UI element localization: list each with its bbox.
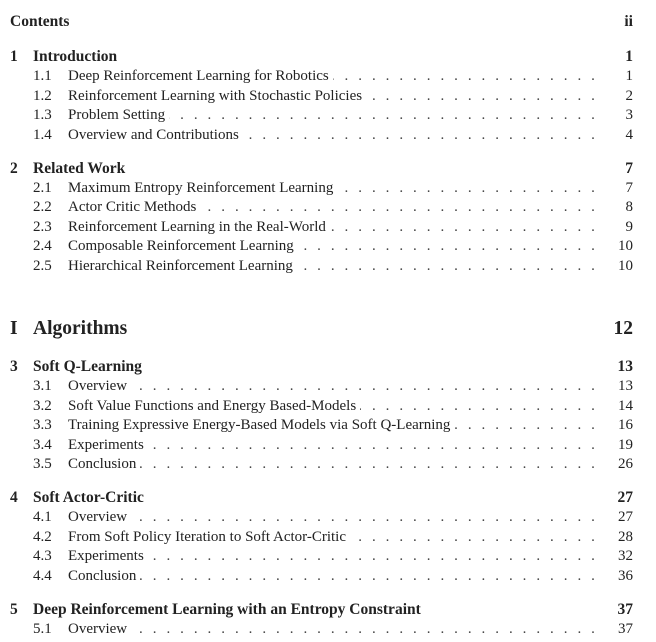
dot-leader <box>200 199 598 216</box>
section-number: 3.2 <box>33 397 52 414</box>
section-number: 2.1 <box>33 179 52 196</box>
part-number: I <box>10 318 18 339</box>
chapter-number: 2 <box>10 159 18 177</box>
section-entry[interactable] <box>10 126 633 146</box>
dot-leader <box>337 180 598 197</box>
section-number: 4.2 <box>33 528 52 545</box>
section-number: 1.4 <box>33 126 52 143</box>
section-page-number: 16 <box>618 417 633 434</box>
section-number: 4.1 <box>33 509 52 526</box>
section-number: 2.3 <box>33 218 52 235</box>
section-entry[interactable] <box>10 508 633 528</box>
chapter-entry[interactable] <box>10 488 633 508</box>
dot-leader <box>140 568 598 585</box>
section-entry[interactable] <box>10 67 633 87</box>
dot-leader <box>360 398 598 415</box>
chapter-title: Deep Reinforcement Learning with an Entropy Constraint <box>33 600 421 618</box>
section-page-number: 10 <box>618 238 633 255</box>
section-entry[interactable] <box>10 528 633 548</box>
section-number: 4.3 <box>33 548 52 565</box>
section-entry[interactable] <box>10 87 633 107</box>
section-title: From Soft Policy Iteration to Soft Actor-Critic <box>68 528 347 545</box>
section-page-number: 2 <box>625 87 633 104</box>
section-title: Conclusion <box>68 567 137 584</box>
section-page-number: 37 <box>618 620 633 637</box>
section-number: 1.2 <box>33 87 52 104</box>
section-page-number: 27 <box>618 509 633 526</box>
chapter-title: Soft Actor-Critic <box>33 489 144 506</box>
section-page-number: 14 <box>618 397 633 414</box>
section-page-number: 4 <box>625 126 633 143</box>
section-page-number: 10 <box>618 257 633 274</box>
section-page-number: 1 <box>625 68 633 85</box>
section-title: Composable Reinforcement Learning <box>68 238 294 255</box>
section-entry[interactable] <box>10 567 633 587</box>
dot-leader <box>131 378 598 395</box>
chapter-entry[interactable] <box>10 600 633 620</box>
dot-leader <box>333 68 598 85</box>
section-title: Experiments <box>68 548 144 565</box>
chapter-entry[interactable] <box>10 159 633 179</box>
section-page-number: 26 <box>618 456 633 473</box>
dot-leader <box>131 509 598 526</box>
section-title: Hierarchical Reinforcement Learning <box>68 257 293 274</box>
section-number: 1.1 <box>33 68 52 85</box>
section-entry[interactable] <box>10 397 633 417</box>
section-entry[interactable] <box>10 106 633 126</box>
section-page-number: 7 <box>625 179 633 196</box>
contents-heading <box>10 12 633 32</box>
chapter-number: 5 <box>10 600 18 618</box>
chapter-page-number: 37 <box>617 600 633 618</box>
dot-leader <box>297 258 598 275</box>
section-entry[interactable] <box>10 179 633 199</box>
chapter-page-number: 13 <box>617 358 633 375</box>
section-title: Reinforcement Learning in the Real-World <box>68 218 326 235</box>
chapter-page-number: 1 <box>625 48 633 65</box>
dot-leader <box>330 219 598 236</box>
table-of-contents <box>10 12 633 639</box>
chapter-entry[interactable] <box>10 47 633 67</box>
section-entry[interactable] <box>10 198 633 218</box>
dot-leader <box>366 88 598 105</box>
chapter-number: 3 <box>10 358 18 375</box>
chapter-title: Related Work <box>33 159 126 177</box>
section-page-number: 28 <box>618 528 633 545</box>
part-heading[interactable] <box>10 316 633 342</box>
section-entry[interactable] <box>10 257 633 277</box>
section-title: Soft Value Functions and Energy Based-Models <box>68 397 357 414</box>
section-number: 3.4 <box>33 436 52 453</box>
chapter-page-number: 27 <box>617 489 633 506</box>
section-number: 3.3 <box>33 417 52 434</box>
section-entry[interactable] <box>10 218 633 238</box>
section-entry[interactable] <box>10 620 633 640</box>
section-number: 3.1 <box>33 378 52 395</box>
section-page-number: 19 <box>618 436 633 453</box>
dot-leader <box>350 529 598 546</box>
section-number: 4.4 <box>33 567 52 584</box>
section-entry[interactable] <box>10 455 633 475</box>
section-number: 2.2 <box>33 199 52 216</box>
dot-leader <box>298 238 598 255</box>
section-page-number: 8 <box>625 199 633 216</box>
chapter-number: 1 <box>10 48 18 65</box>
section-page-number: 9 <box>625 218 633 235</box>
section-title: Experiments <box>68 436 144 453</box>
section-number: 2.4 <box>33 238 52 255</box>
section-title: Overview <box>68 509 128 526</box>
chapter-title: Introduction <box>33 48 118 65</box>
section-page-number: 3 <box>625 107 633 124</box>
section-page-number: 13 <box>618 378 633 395</box>
section-entry[interactable] <box>10 416 633 436</box>
dot-leader <box>140 456 598 473</box>
contents-title: Contents <box>10 13 70 30</box>
chapter-number: 4 <box>10 489 18 506</box>
section-title: Maximum Entropy Reinforcement Learning <box>68 179 334 196</box>
chapter-page-number: 7 <box>625 159 633 177</box>
dot-leader <box>454 417 598 434</box>
section-title: Problem Setting <box>68 107 166 124</box>
section-title: Actor Critic Methods <box>68 199 197 216</box>
contents-page-number: ii <box>624 13 633 30</box>
section-page-number: 36 <box>618 567 633 584</box>
section-number: 2.5 <box>33 257 52 274</box>
dot-leader <box>131 621 598 638</box>
part-page-number: 12 <box>613 318 633 339</box>
section-title: Overview <box>68 378 128 395</box>
section-entry[interactable] <box>10 237 633 257</box>
section-entry[interactable] <box>10 436 633 456</box>
dot-leader <box>148 548 598 565</box>
chapter-entry[interactable] <box>10 357 633 377</box>
part-title: Algorithms <box>33 318 128 339</box>
section-number: 5.1 <box>33 620 52 637</box>
dot-leader <box>243 127 598 144</box>
section-page-number: 32 <box>618 548 633 565</box>
section-number: 1.3 <box>33 107 52 124</box>
section-title: Training Expressive Energy-Based Models via Soft Q-Learning <box>68 417 451 434</box>
section-entry[interactable] <box>10 377 633 397</box>
dot-leader <box>169 107 598 124</box>
section-title: Deep Reinforcement Learning for Robotics <box>68 68 329 85</box>
section-title: Reinforcement Learning with Stochastic Policies <box>68 87 363 104</box>
section-entry[interactable] <box>10 547 633 567</box>
section-title: Conclusion <box>68 456 137 473</box>
chapter-title: Soft Q-Learning <box>33 358 142 375</box>
section-title: Overview <box>68 620 128 637</box>
section-number: 3.5 <box>33 456 52 473</box>
dot-leader <box>148 437 598 454</box>
section-title: Overview and Contributions <box>68 126 239 143</box>
